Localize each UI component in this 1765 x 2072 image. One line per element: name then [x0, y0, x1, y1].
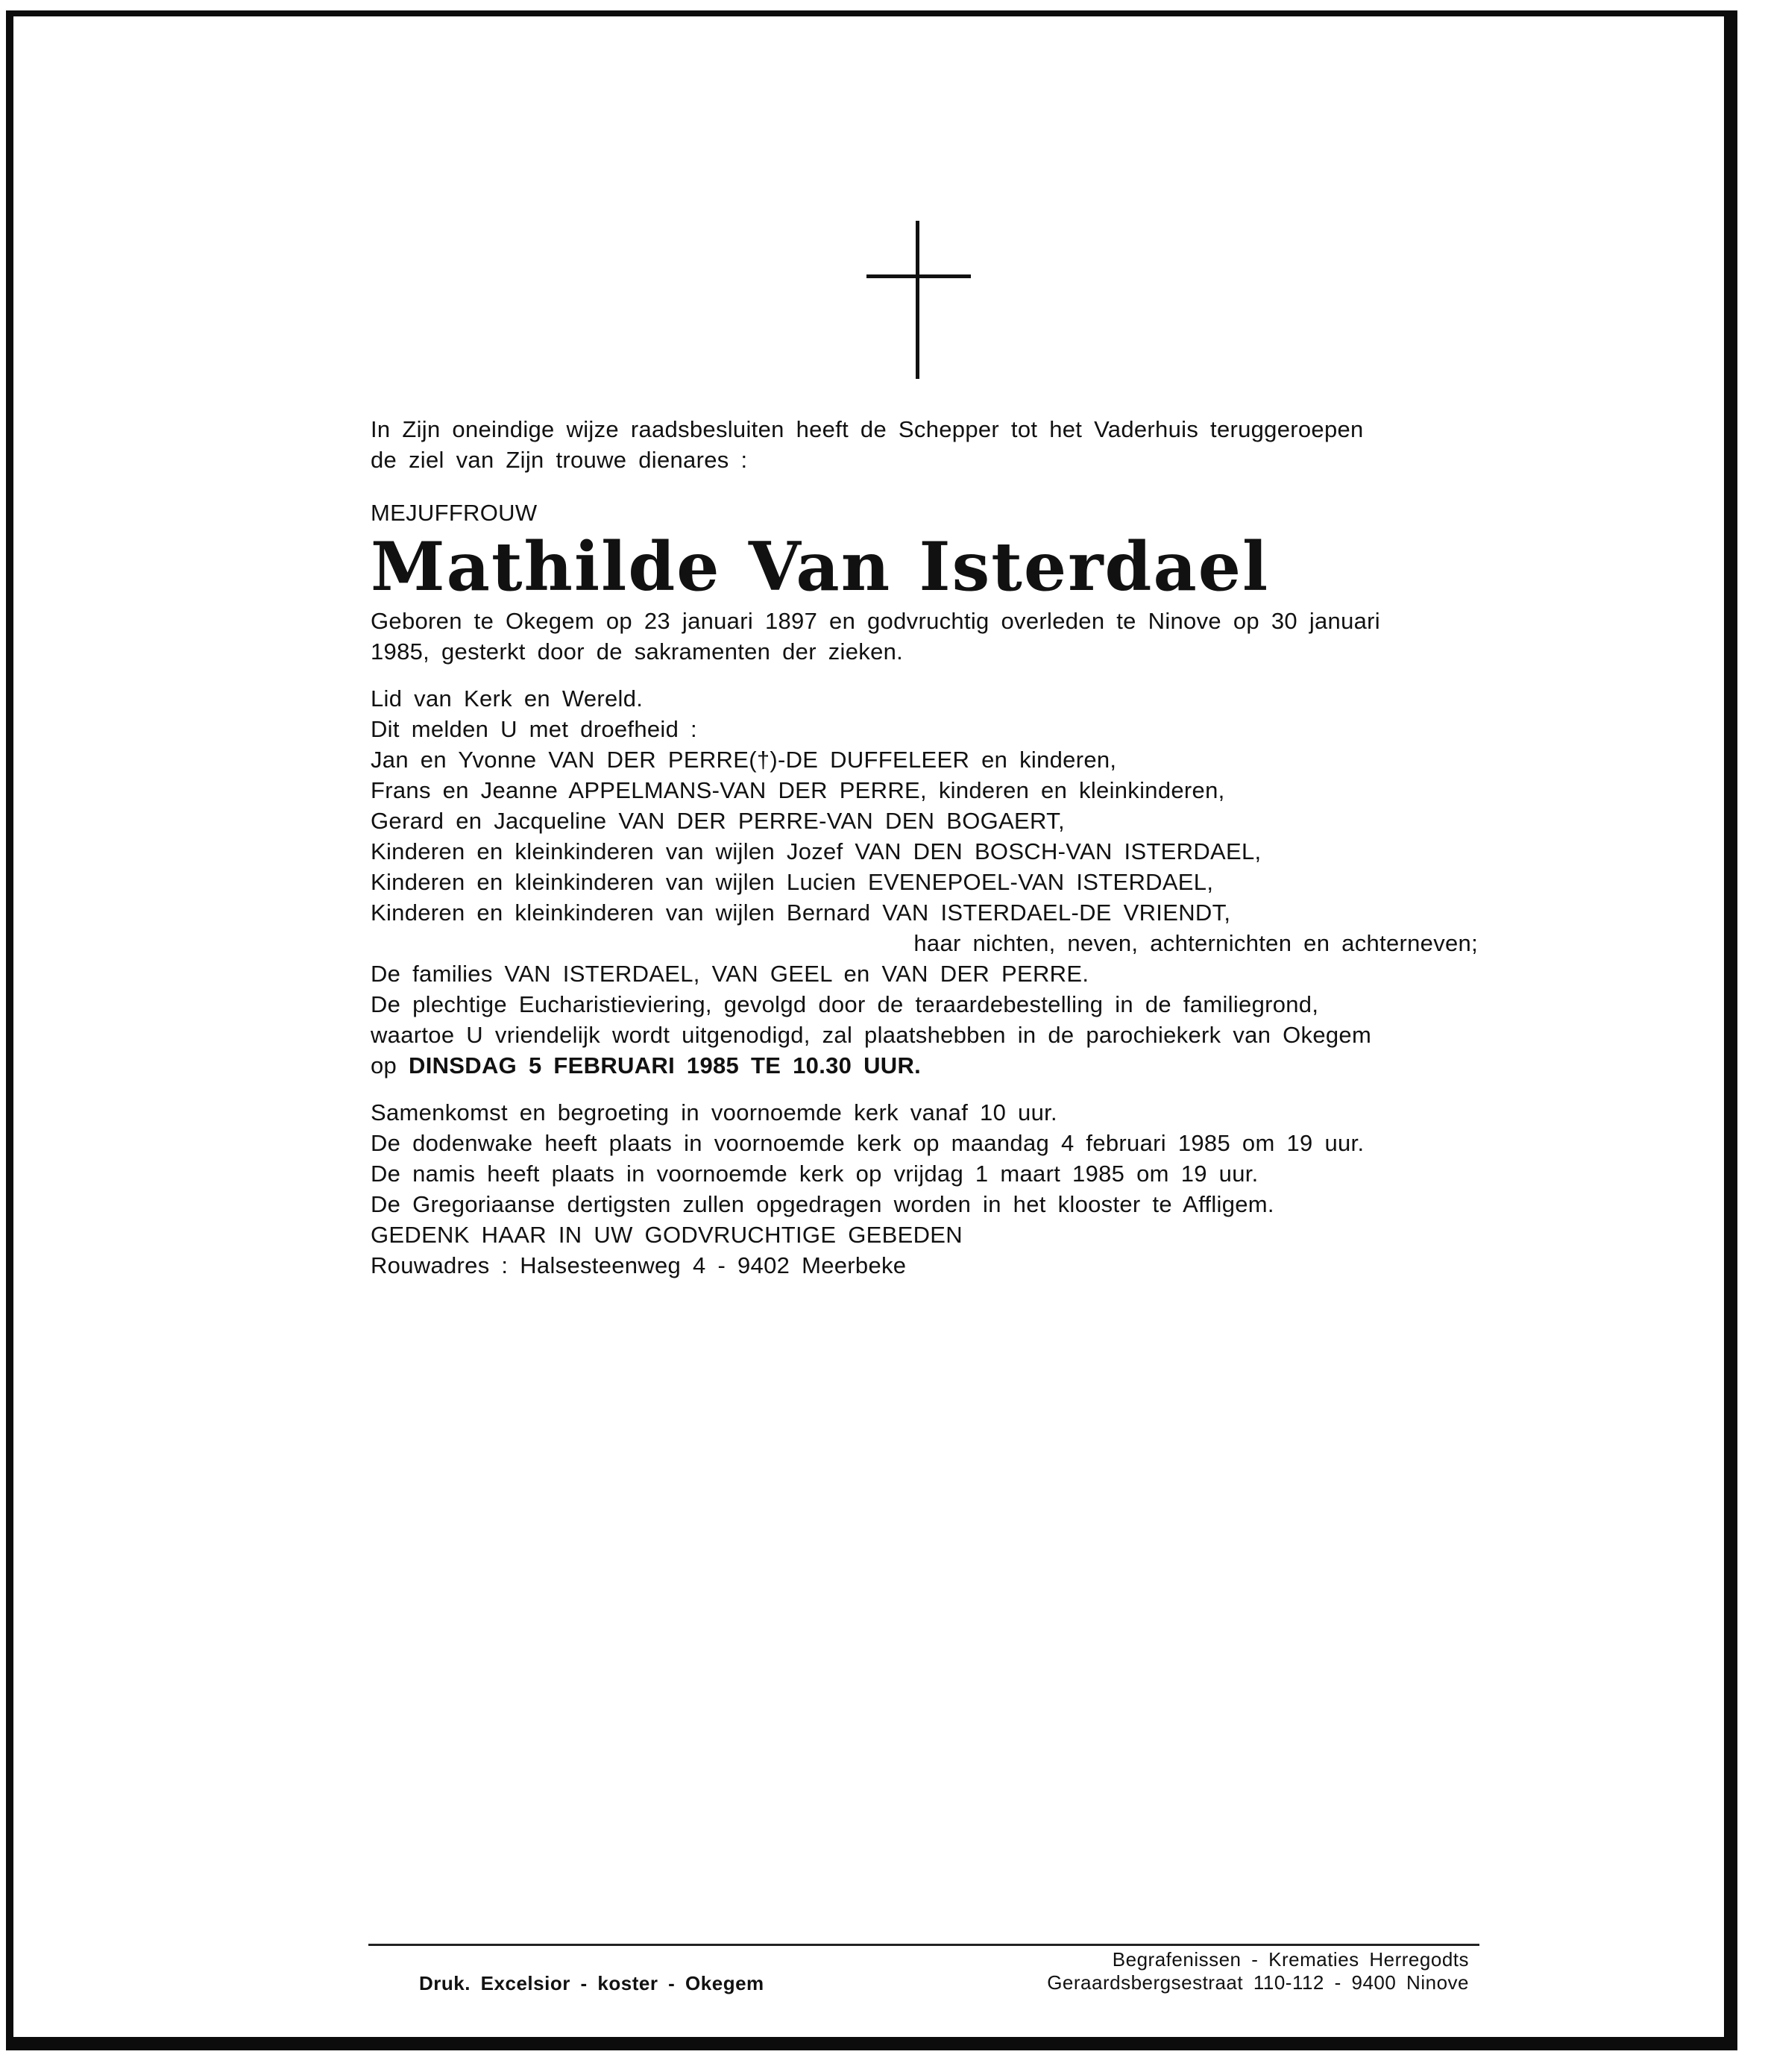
ceremony-line-1: De plechtige Eucharistieviering, gevolgd door de teraardebestelling in de familiegrond,: [371, 991, 1319, 1017]
family-line: Kinderen en kleinkinderen van wijlen Bernard VAN ISTERDAEL-DE VRIENDT,: [371, 900, 1231, 926]
ceremony-date: DINSDAG 5 FEBRUARI 1985 TE 10.30 UUR.: [409, 1052, 922, 1079]
family-line: Kinderen en kleinkinderen van wijlen Jozef VAN DEN BOSCH-VAN ISTERDAEL,: [371, 838, 1262, 864]
ceremony-prefix: op: [371, 1052, 397, 1079]
born-line-1: Geboren te Okegem op 23 januari 1897 en godvruchtig overleden te Ninove op 30 januari: [371, 608, 1380, 634]
birth-death-paragraph: [371, 606, 1478, 667]
undertaker-line-2: Geraardsbergsestraat 110-112 - 9400 Ninove: [1047, 1971, 1469, 1994]
family-line: Kinderen en kleinkinderen van wijlen Lucien EVENEPOEL-VAN ISTERDAEL,: [371, 869, 1214, 895]
undertaker-credit: [1047, 1948, 1469, 1994]
printer-credit: Druk. Excelsior - koster - Okegem: [419, 1972, 764, 1994]
family-line: Gerard en Jacqueline VAN DER PERRE-VAN DEN BOGAERT,: [371, 808, 1065, 834]
wake-line: De dodenwake heeft plaats in voornoemde kerk op maandag 4 februari 1985 om 19 uur.: [371, 1130, 1365, 1156]
families-line: De families VAN ISTERDAEL, VAN GEEL en VAN DER PERRE.: [371, 961, 1089, 987]
ceremony-paragraph: [371, 989, 1478, 1081]
family-line: Jan en Yvonne VAN DER PERRE(†)-DE DUFFELEER en kinderen,: [371, 747, 1117, 773]
family-closing: haar nichten, neven, achternichten en achterneven;: [913, 930, 1478, 956]
family-line: Frans en Jeanne APPELMANS-VAN DER PERRE, kinderen en kleinkinderen,: [371, 777, 1225, 803]
namis-line: De namis heeft plaats in voornoemde kerk op vrijdag 1 maart 1985 om 19 uur.: [371, 1161, 1259, 1187]
cross-vertical-bar: [916, 221, 919, 379]
intro-line-2: de ziel van Zijn trouwe dienares :: [371, 447, 748, 473]
membership: Lid van Kerk en Wereld.: [371, 685, 644, 712]
ceremony-line-3: [371, 1050, 1478, 1081]
footer-divider: [368, 1944, 1479, 1946]
gathering-line: Samenkomst en begroeting in voornoemde kerk vanaf 10 uur.: [371, 1099, 1057, 1126]
announcement-line: Dit melden U met droefheid :: [371, 716, 697, 742]
address-line: Rouwadres : Halsesteenweg 4 - 9402 Meerbeke: [371, 1252, 907, 1278]
born-line-2: 1985, gesterkt door de sakramenten der zieken.: [371, 638, 904, 665]
ceremony-line-2: waartoe U vriendelijk wordt uitgenodigd, zal plaatshebben in de parochiekerk van Okegem: [371, 1022, 1372, 1048]
honorific: MEJUFFROUW: [371, 500, 538, 526]
undertaker-line-1: Begrafenissen - Krematies Herregodts: [1112, 1948, 1469, 1971]
cross-horizontal-bar: [866, 274, 971, 278]
prayer-line: GEDENK HAAR IN UW GODVRUCHTIGE GEBEDEN: [371, 1222, 963, 1248]
intro-paragraph: [371, 414, 1478, 475]
gregorian-line: De Gregoriaanse dertigsten zullen opgedragen worden in het klooster te Affligem.: [371, 1191, 1274, 1217]
deceased-name: Mathilde Van Isterdael: [371, 527, 1270, 606]
family-list: [371, 744, 1478, 958]
announcement-body: [371, 414, 1478, 1281]
intro-line-1: In Zijn oneindige wijze raadsbesluiten heeft de Schepper tot het Vaderhuis teruggeroepen: [371, 416, 1364, 442]
